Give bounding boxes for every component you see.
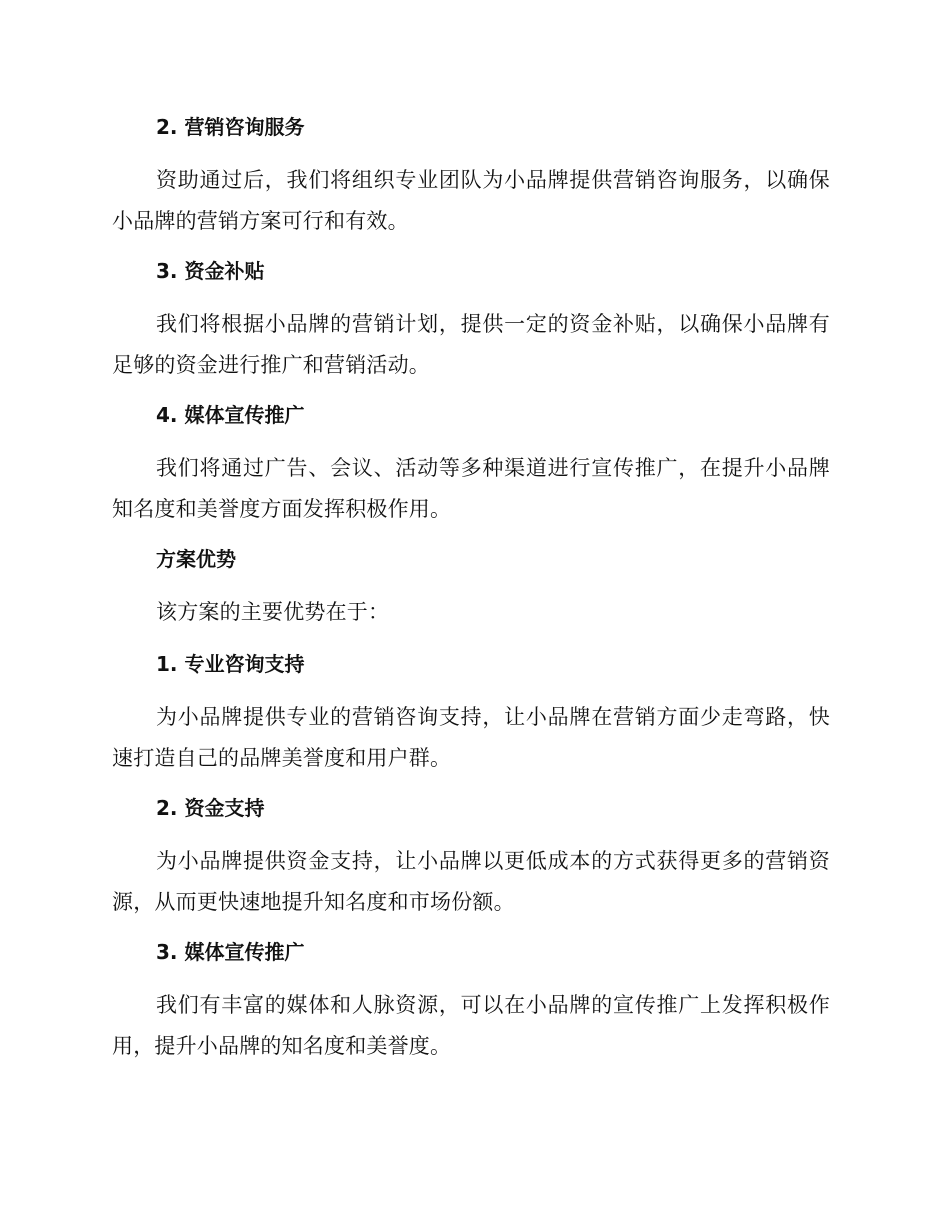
section-heading-plan-advantages: 方案优势 xyxy=(156,547,236,571)
section-heading-funding-support: 2. 资金支持 xyxy=(156,796,265,820)
section-heading-marketing-consulting: 2. 营销咨询服务 xyxy=(156,115,305,139)
paragraph-funding-support: 为小品牌提供资金支持，让小品牌以更低成本的方式获得更多的营销资源，从而更快速地提升知名度和市场份额。 xyxy=(112,849,830,914)
paragraph-marketing-consulting: 资助通过后，我们将组织专业团队为小品牌提供营销咨询服务，以确保小品牌的营销方案可行和有效。 xyxy=(112,168,830,233)
paragraph-media-promotion: 我们将通过广告、会议、活动等多种渠道进行宣传推广，在提升小品牌知名度和美誉度方面发挥积极作用。 xyxy=(112,456,830,521)
section-heading-media-promotion: 4. 媒体宣传推广 xyxy=(156,403,305,427)
document-body xyxy=(112,110,830,1079)
section-heading-professional-support: 1. 专业咨询支持 xyxy=(156,652,305,676)
paragraph-media-resources: 我们有丰富的媒体和人脉资源，可以在小品牌的宣传推广上发挥积极作用，提升小品牌的知名度和美誉度。 xyxy=(112,993,830,1058)
paragraph-professional-support: 为小品牌提供专业的营销咨询支持，让小品牌在营销方面少走弯路，快速打造自己的品牌美誉度和用户群。 xyxy=(112,705,830,770)
section-heading-funding-subsidy: 3. 资金补贴 xyxy=(156,259,265,283)
section-heading-media-resources: 3. 媒体宣传推广 xyxy=(156,940,305,964)
paragraph-plan-advantages-intro: 该方案的主要优势在于： xyxy=(156,600,390,624)
paragraph-funding-subsidy: 我们将根据小品牌的营销计划，提供一定的资金补贴，以确保小品牌有足够的资金进行推广和营销活动。 xyxy=(112,312,830,377)
